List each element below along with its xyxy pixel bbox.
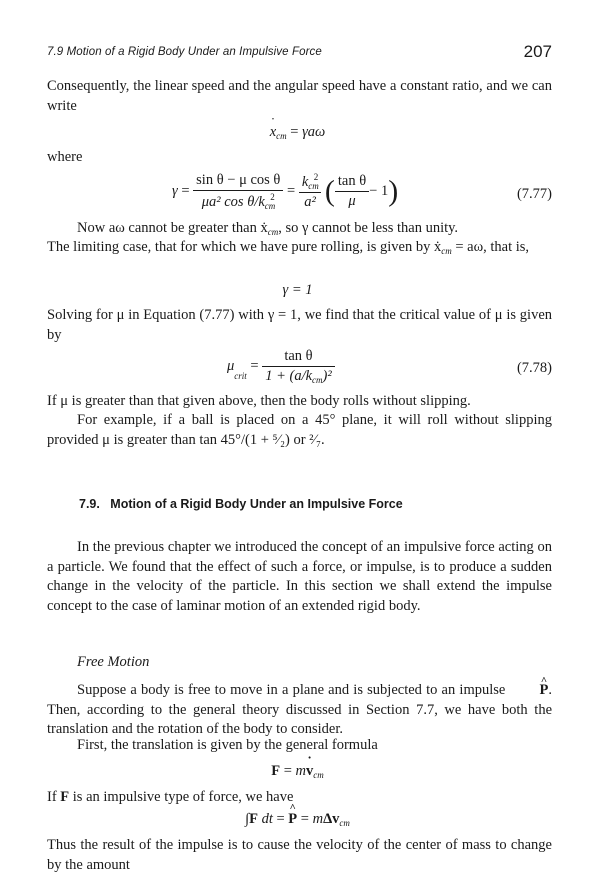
v-dot: ˙ v: [306, 763, 313, 780]
paragraph-4: Solving for μ in Equation (7.77) with γ = 1, we find that the critical value of μ is given by: [47, 307, 552, 343]
where-label: where: [47, 149, 83, 165]
paragraph-5: If μ is greater than that given above, then the body rolls without slipping.: [47, 393, 471, 409]
impulse-p-hat: ^ P: [510, 681, 549, 701]
equation-7-78: $\mu_{crit}$ = $\frac{\text{tan θ}}{1 + (a/k_{cm})^2}$ (7.78): [227, 348, 552, 385]
paragraph-8: Suppose a body is free to move in a plane and is subjected to an impulse ^ P. Then, according to the general theory discussed in Section 7.7, we have both the translation and the rotation of the body to consider.: [47, 681, 552, 740]
subheading-free-motion: Free Motion: [77, 654, 150, 670]
paragraph-6: For example, if a ball is placed on a 45° plane, it will roll without slipping provided μ is greater than tan 45°/(1 + ⁵⁄₂) or ²⁄₇.: [47, 412, 552, 448]
section-number: 7.9.: [79, 497, 100, 511]
paragraph-11: Thus the result of the impulse is to cause the velocity of the center of mass to change by the amount: [47, 837, 552, 873]
paragraph-2: Now aω cannot be greater than ẋ$_{cm}$, so γ cannot be less than unity.: [77, 220, 459, 237]
equation-number-7-77: (7.77): [516, 186, 552, 202]
fraction-radius: $\frac{k_{cm}^2}{\text{a²}}$: [299, 172, 321, 211]
equation-impulse: ∫F dt = ^ P = mΔv$_{cm}$: [0, 811, 595, 828]
paragraph-9: First, the translation is given by the general formula: [77, 737, 378, 753]
impulse-p-hat-eq: ^ P: [288, 811, 297, 828]
paragraph-3: The limiting case, that for which we have pure rolling, is given by ẋ$_{cm}$ = aω, that is,: [47, 239, 530, 256]
section-heading: [79, 497, 403, 511]
page-number: 207: [523, 42, 552, 61]
equation-force: F = m˙ $v_{cm}$: [0, 763, 595, 780]
paragraph-10: If F is an impulsive type of force, we have: [47, 789, 294, 805]
fraction-critical-mu: $\frac{\text{tan θ}}{1 + (a/k_{cm})^2}$: [262, 348, 335, 385]
equation-number-7-78: (7.78): [516, 360, 552, 376]
section-title: Motion of a Rigid Body Under an Impulsive Force: [110, 497, 403, 511]
fraction-tan: $\frac{\text{tan θ}}{\mu}$: [335, 173, 369, 210]
equation-7-77: γ = $\frac{\text{sin θ − μ cos θ}}{\mu a^2 \cos \theta/k_{cm}^2}$ = $\frac{k_{cm}^2}{\text{a²}}$ ( $\frac{\text{tan θ}}{\mu}$ − 1) (7.77): [172, 172, 552, 211]
paragraph-7: In the previous chapter we introduced the concept of an impulsive force acting on a particle. We found that the effect of such a force, or impulse, is to produce a sudden change in the velocity of the particle. In this section we shall extend the impulse concept to the case of laminar motion of an extended rigid body.: [47, 539, 552, 614]
equation-speed-ratio: ˙ $x_{cm} = \gamma a\omega$: [0, 124, 595, 141]
running-header: [47, 42, 552, 68]
fraction-friction: $\frac{\text{sin θ − μ cos θ}}{\mu a^2 \cos \theta/k_{cm}^2}$: [193, 172, 283, 211]
running-title: 7.9 Motion of a Rigid Body Under an Impulsive Force: [47, 46, 322, 58]
paragraph-1: Consequently, the linear speed and the angular speed have a constant ratio, and we can write: [47, 78, 552, 114]
equation-gamma-one: γ = 1: [282, 282, 313, 298]
x-dot: ˙ x: [270, 124, 276, 141]
